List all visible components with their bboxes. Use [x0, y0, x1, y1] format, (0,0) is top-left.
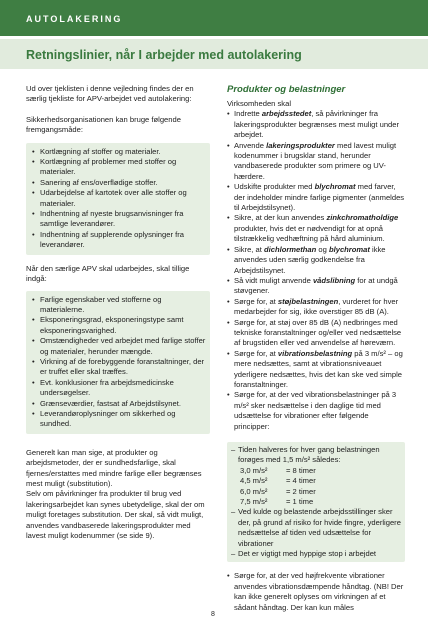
vibration-duration: = 2 timer — [286, 486, 316, 496]
vibration-row — [231, 476, 401, 486]
vibration-table — [231, 466, 401, 508]
lead-paragraph-1: Sikkerhedsorganisationen kan bruge følgende fremgangsmåde: — [26, 114, 181, 135]
left-column — [26, 84, 210, 541]
section-label: AUTOLAKERING — [26, 14, 123, 24]
lead-paragraph: Virksomheden skal — [227, 99, 292, 108]
list-item: • Eksponeringsgrad, eksponeringstype samt eksponeringsvarighed. — [32, 315, 206, 336]
substitution-paragraph: Generelt kan man sige, at produkter og arbejdsmetoder, der er sundhedsfarlige, skal fjernes/erstattes med mindre farlige eller begrænses mest muligt (substitution). — [26, 447, 202, 488]
right-column — [227, 84, 405, 613]
list-item: • Udarbejdelse af kartotek over alle stoffer og materialer. — [32, 188, 206, 209]
vibration-box — [227, 442, 405, 562]
lakering-paragraph: Selv om påvirkninger fra produkter til brug ved lakeringsarbejdet kan synes ubetydelige, skal der om muligt foretages substitution. Der skal, så vidt muligt, anvendes vandbaserede lakeringsprodukter med lavest muligt kodenummer (se side 9). — [26, 489, 205, 541]
list-item: • Leverandøroplysninger om sikkerhed og sundhed. — [32, 409, 206, 430]
list-item: • Virkning af de forebyggende foranstaltninger, der er truffet eller skal træffes. — [32, 357, 206, 378]
page-title: Retningslinier, når I arbejder med autolakering — [26, 48, 302, 62]
vibration-rule-2: – Ved kulde og belastende arbejdsstillinger sker der, på grund af risiko for hvide fingre, yderligere nedsættelse af tiden ved udsættelse for vibrationer — [231, 507, 401, 549]
bullet-hoejfrekvente: • Sørge for, at der ved højfrekvente vibrationer anvendes vibrationsdæmpende håndtag. (NB! Der kan ikke generelt oplyses om virkningen af et sådant håndtag. Der kan kun måles — [227, 571, 405, 613]
page-number: 8 — [211, 611, 215, 618]
bullet-vibration-principper: • Sørge for, at der ved vibrationsbelastninger på 3 m/s² sker nedsættelse i den daglige tid med udsættelse for vibrationer efter følgende principper: — [227, 390, 405, 432]
bullet-zinkchromat: • Sikre, at der kun anvendes zinkchromatholdige produkter, hvis det er nødvendigt for at opnå tilstrækkelig vedhæftning på hård aluminium. — [227, 213, 405, 244]
list-item: • Kortlægning af problemer med stoffer og materialer. — [32, 157, 206, 178]
list-item: • Farlige egenskaber ved stofferne og materialerne. — [32, 295, 206, 316]
vibration-level: 7,5 m/s² — [240, 497, 268, 507]
title-band — [0, 39, 428, 69]
bullet-stoejbelastning: • Sørge for, at støjbelastningen, vurderet for hver medarbejder for sig, ikke overstiger 85 dB (A). — [227, 297, 405, 318]
list-item: • Indhentning af supplerende oplysninger fra leverandører. — [32, 230, 206, 251]
intro-paragraph: Ud over tjeklisten i denne vejledning findes der en særlig tjekliste for APV-arbejdet ved autolakering: — [26, 84, 194, 104]
bullet-vaadslibning: • Så vidt muligt anvende vådslibning for at undgå støvgener. — [227, 276, 405, 297]
vibration-rule-3: – Det er vigtigt med hyppige stop i arbejdet — [231, 549, 401, 559]
list-item: • Grænseværdier, fastsat af Arbejdstilsynet. — [32, 399, 206, 409]
list-item: • Indhentning af nyeste brugsanvisninger fra samtlige leverandører. — [32, 209, 206, 230]
vibration-row — [231, 466, 401, 476]
vibration-level: 3,0 m/s² — [240, 465, 268, 475]
bullet-vibrationsbelastning: • Sørge for, at vibrationsbelastning på 3 m/s² – og mere nedsættes, samt at vibrationsniveauet yderligere nedsættes, hvis det kan ske ved simple foranstaltninger. — [227, 349, 405, 391]
bullet-lakeringsprodukter: • Anvende lakeringsprodukter med lavest muligt kodenummer i brugsklar stand, herunder vandbaserede produkter som primere og UV-hærdere. — [227, 141, 405, 183]
procedure-list — [32, 147, 206, 251]
lead-paragraph-2: Når den særlige APV skal udarbejdes, skal tillige indgå: — [26, 263, 190, 284]
list-item: • Kortlægning af stoffer og materialer. — [32, 147, 206, 157]
vibration-level: 4,5 m/s² — [240, 476, 268, 486]
section-header-band — [0, 0, 428, 36]
vibration-level: 6,0 m/s² — [240, 486, 268, 496]
vibration-rule-1: – Tiden halveres for hver gang belastningen forøges med 1,5 m/s² således: — [231, 445, 401, 466]
bullet-dichlormethan: • Sikre, at dichlormethan og blychromat ikke anvendes uden særlig godkendelse fra Arbejdstilsynet. — [227, 245, 405, 276]
vibration-duration: = 4 timer — [286, 476, 316, 486]
vibration-duration: = 1 time — [286, 497, 314, 507]
list-item: • Evt. konklusioner fra arbejdsmedicinske undersøgelser. — [32, 378, 206, 399]
list-item: • Omstændigheder ved arbejdet med farlige stoffer og materialer, herunder mængde. — [32, 336, 206, 357]
list-item: • Sanering af ens/overflødige stoffer. — [32, 178, 206, 188]
vibration-row — [231, 497, 401, 507]
vibration-duration: = 8 timer — [286, 465, 316, 475]
bullet-blychromat: • Udskifte produkter med blychromat med farver, der indeholder mindre farlige pigmenter (anmeldes til Arbejdstilsynet). — [227, 182, 405, 213]
procedure-box — [26, 143, 210, 255]
section-heading: Produkter og belastninger — [227, 84, 346, 95]
bullet-stoej-85db: • Sørge for, at støj over 85 dB (A) nedbringes med tekniske foranstaltninger og/eller ved nedsættelse af brugstiden eller ved anvendelse af høreværn. — [227, 318, 405, 349]
vibration-row — [231, 487, 401, 497]
bullet-arbejdsstedet: • Indrette arbejdsstedet, så påvirkninger fra lakeringsprodukter begrænses mest muligt under arbejdet. — [227, 109, 405, 140]
apv-list — [32, 295, 206, 430]
apv-box — [26, 291, 210, 434]
